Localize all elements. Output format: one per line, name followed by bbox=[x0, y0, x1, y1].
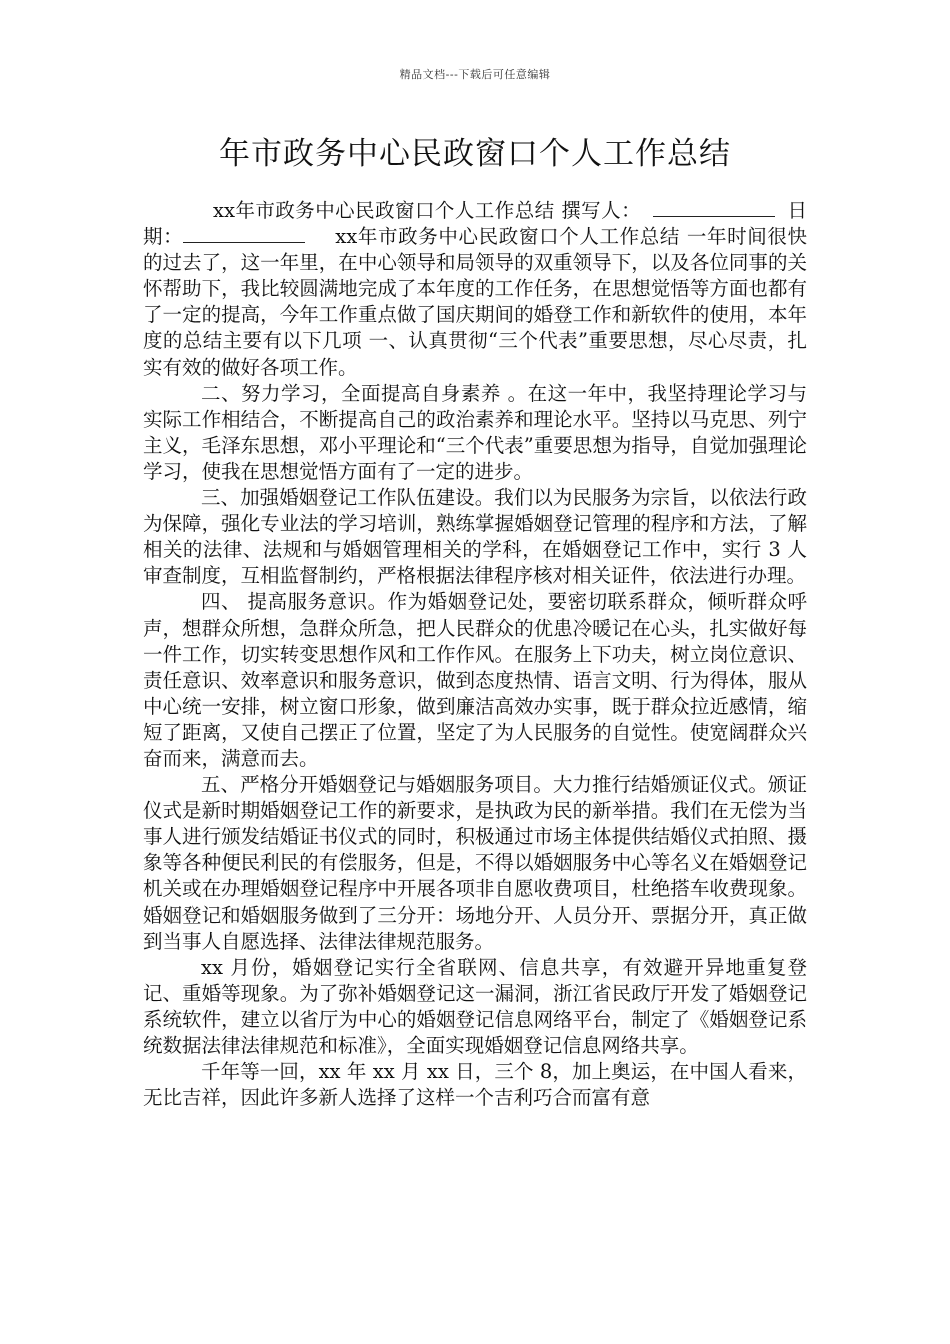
intro-body: xx年市政务中心民政窗口个人工作总结 一年时间很快的过去了，这一年里，在中心领导和局领导的双重领导下，以及各位同事的关怀帮助下，我比较圆满地完成了本年度的工作任务，在思想觉悟等方面也都有了一定的提高，今年工作重点做了国庆期间的婚登工作和新软件的使用，本年度的总结主要有以下几项 一、认真贯彻“三个代表”重要思想，尽心尽责，扎实有效的做好各项工作。 bbox=[143, 225, 807, 379]
paragraph-2: 二、努力学习，全面提高自身素养 。在这一年中，我坚持理论学习与实际工作相结合，不断提高自己的政治素养和理论水平。坚持以马克思、列宁主义，毛泽东思想，邓小平理论和“三个代表”重要思想为指导，自觉加强理论学习，使我在思想觉悟方面有了一定的进步。 bbox=[143, 381, 807, 483]
paragraph-4: 四、 提高服务意识。作为婚姻登记处，要密切联系群众，倾听群众呼声，想群众所想，急群众所急，把人民群众的优患冷暖记在心头，扎实做好每一件工作，切实转变思想作风和工作作风。在服务上下功夫，树立岗位意识、责任意识、效率意识和服务意识，做到态度热情、语言文明、行为得体，服从中心统一安排，树立窗口形象，做到廉洁高效办实事，既于群众拉近感情，缩短了距离，又使自己摆正了位置，坚定了为人民服务的自觉性。使宽阔群众兴奋而来，满意而去。 bbox=[143, 590, 807, 770]
intro-paragraph bbox=[143, 198, 807, 381]
author-blank bbox=[653, 198, 753, 217]
date-lead-blank bbox=[753, 198, 775, 217]
date-blank bbox=[183, 224, 305, 243]
paragraph-6: xx 月份，婚姻登记实行全省联网、信息共享，有效避开异地重复登记、重婚等现象。为了弥补婚姻登记这一漏洞，浙江省民政厅开发了婚姻登记系统软件，建立以省厅为中心的婚姻登记信息网络平台，制定了《婚姻登记系统数据法律法律规范和标准》，全面实现婚姻登记信息网络共享。 bbox=[143, 955, 807, 1057]
document-body bbox=[143, 198, 807, 1111]
intro-text: xx年市政务中心民政窗口个人工作总结 撰写人： bbox=[213, 199, 642, 222]
header-note: 精品文档---下载后可任意编辑 bbox=[399, 68, 551, 81]
document-title: 年市政务中心民政窗口个人工作总结 bbox=[219, 136, 731, 172]
paragraph-5: 五、严格分开婚姻登记与婚姻服务项目。大力推行结婚颁证仪式。颁证仪式是新时期婚姻登记工作的新要求，是执政为民的新举措。我们在无偿为当事人进行颁发结婚证书仪式的同时，积极通过市场主体提供结婚仪式拍照、摄象等各种便民利民的有偿服务，但是，不得以婚姻服务中心等名义在婚姻登记机关或在办理婚姻登记程序中开展各项非自愿收费项目，杜绝搭车收费现象。婚姻登记和婚姻服务做到了三分开：场地分开、人员分开、票据分开，真正做到当事人自愿选择、法律法律规范服务。 bbox=[143, 773, 807, 953]
date-label: 日 期： bbox=[143, 199, 807, 249]
paragraph-3: 三、加强婚姻登记工作队伍建设。我们以为民服务为宗旨，以依法行政为保障，强化专业法的学习培训，熟练掌握婚姻登记管理的程序和方法，了解相关的法律、法规和与婚姻管理相关的学科，在婚姻登记工作中，实行 3 人审查制度，互相监督制约，严格根据法律程序核对相关证件，依法进行办理。 bbox=[143, 486, 807, 588]
paragraph-7: 千年等一回，xx 年 xx 月 xx 日，三个 8，加上奥运，在中国人看来，无比吉祥，因此许多新人选择了这样一个吉利巧合而富有意 bbox=[143, 1060, 807, 1110]
